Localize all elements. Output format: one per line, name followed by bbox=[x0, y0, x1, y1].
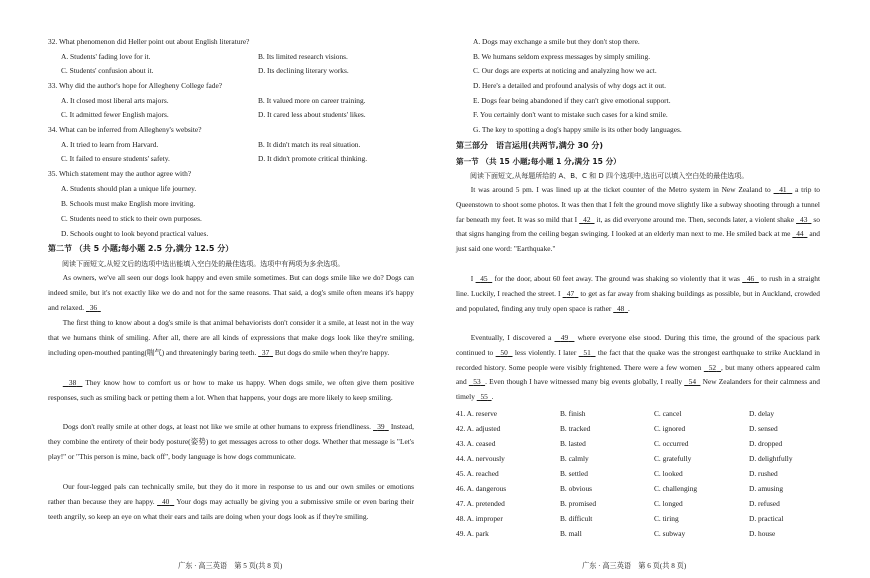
q32-option-c: C. Students' confusion about it. bbox=[61, 66, 154, 75]
answer-option: C. challenging bbox=[654, 484, 698, 493]
passage-paragraph-4: Dogs don't really smile at other dogs, at least not like we smile at other humans to express friendliness. 39 Instead, they combine the entirety of their body posture(姿势) to get messages across to other dogs. Whether that message is "Let's play!" or "This person is mine, back off", body language is how dogs communicate. bbox=[48, 422, 415, 461]
instruction: 阅读下面短文,从短文后的选项中选出能填入空白处的最佳选项。选项中有两项为多余选项。 bbox=[62, 260, 345, 268]
q32-option-a: A. Students' fading love for it. bbox=[61, 52, 151, 61]
passage-option-e: E. Dogs fear being abandoned if they can't give emotional support. bbox=[473, 96, 671, 105]
answer-option: D. delay bbox=[749, 409, 775, 418]
blank-49: 49 bbox=[560, 333, 569, 342]
answer-option: B. mall bbox=[560, 529, 582, 538]
q35-option-b: B. Schools must make English more inviting. bbox=[61, 199, 196, 208]
cloze-paragraph-2: I 45 for the door, about 60 feet away. The ground was shaking so violently that it was 46 to rush in a straight line. Luckily, I reached the street. I 47 to get as far away from shaking buildings as possible, but in Auckland, crowded and populated, finding any truly open space is rather 48 . bbox=[456, 274, 820, 313]
q32-option-b: B. Its limited research visions. bbox=[258, 52, 348, 61]
q35-stem: 35. Which statement may the author agree with? bbox=[48, 169, 192, 178]
instruction: 阅读下面短文,从每题所给的 A、B、C 和 D 四个选项中,选出可以填入空白处的最佳选项。 bbox=[470, 172, 749, 180]
part-title: 第三部分 语言运用(共两节,满分 30 分) bbox=[456, 141, 604, 150]
blank-47: 47 bbox=[566, 288, 575, 298]
blank-40: 40 bbox=[161, 496, 170, 506]
passage-paragraph-2: The first thing to know about a dog's smile is that animal behaviorists don't consider it a smile, at least not in the way that we humans think of smiling. After all, there are all kinds of expressions that make dogs look like they're smiling, including open-mouthed panting(喘气) and threateningly baring teeth. 37 But dogs do smile when they're happy. bbox=[48, 318, 414, 357]
q32-stem: 32. What phenomenon did Heller point out about English literature? bbox=[48, 37, 250, 46]
cloze-paragraph-3: Eventually, I discovered a 49 where everyone else stood. During this time, the ground of the spacious park continued to 50 less violently. I later 51 the fact that the quake was the strongest earthquake to strike Auckland in recorded history. Some people were visibly frightened. There were a few women 52 , but many others appeared calm and 53 . Even though I have witnessed many big events globally, I really 54 New Zealanders for their calmness and timely 55 . bbox=[456, 333, 821, 402]
answer-option: B. tracked bbox=[560, 424, 591, 433]
blank-44: 44 bbox=[796, 229, 804, 239]
q33-stem: 33. Why did the author's hope for Allegheny College fade? bbox=[48, 81, 223, 90]
answer-option: C. tiring bbox=[654, 514, 679, 523]
answer-option: C. gratefully bbox=[654, 454, 692, 463]
blank-42: 42 bbox=[583, 214, 591, 224]
answer-option: 49. A. park bbox=[456, 529, 489, 538]
section-title: 第二节 （共 5 小题;每小题 2.5 分,满分 12.5 分） bbox=[48, 244, 234, 253]
q33-option-a: A. It closed most liberal arts majors. bbox=[61, 96, 169, 105]
passage-option-d: D. Here's a detailed and profound analysis of why dogs act it out. bbox=[473, 81, 667, 90]
answer-option: 43. A. ceased bbox=[456, 439, 496, 448]
blank-51: 51 bbox=[583, 347, 591, 357]
section-title: 第一节 （共 15 小题;每小题 1 分,满分 15 分） bbox=[456, 157, 621, 166]
answer-option: 46. A. dangerous bbox=[456, 484, 507, 493]
answer-option: D. house bbox=[749, 529, 776, 538]
answer-option: D. dropped bbox=[749, 439, 783, 448]
page-footer: 广东 · 高三英语 第 6 页(共 8 页) bbox=[582, 562, 687, 570]
blank-46: 46 bbox=[746, 274, 755, 283]
blank-45: 45 bbox=[480, 274, 488, 283]
blank-52: 52 bbox=[708, 362, 717, 372]
passage-option-f: F. You certainly don't want to mistake such cases for a kind smile. bbox=[473, 110, 668, 119]
passage-option-g: G. The key to spotting a dog's happy smile is its other body languages. bbox=[473, 125, 682, 134]
answer-option: D. rushed bbox=[749, 469, 778, 478]
q34-stem: 34. What can be inferred from Allegheny's website? bbox=[48, 125, 202, 134]
answer-option: C. cancel bbox=[654, 409, 682, 418]
answer-option: 44. A. nervously bbox=[456, 454, 505, 463]
blank-48: 48 bbox=[616, 303, 625, 313]
answer-option: B. difficult bbox=[560, 514, 593, 523]
blank-38: 38 bbox=[68, 378, 77, 387]
answer-option: B. obvious bbox=[560, 484, 593, 493]
answer-option: D. sensed bbox=[749, 424, 778, 433]
blank-53: 53 bbox=[473, 377, 481, 387]
q35-option-a: A. Students should plan a unique life journey. bbox=[61, 184, 197, 193]
answer-option: B. calmly bbox=[560, 454, 589, 463]
passage-option-a: A. Dogs may exchange a smile but they don't stop there. bbox=[473, 37, 640, 46]
cloze-paragraph-1: It was around 5 pm. I was lined up at the ticket counter of the Metro system in New Zealand to 41 a trip to Queenstown to shoot some photos. It was then that I felt the ground move slightly like a subway shooting through a tunnel far beneath my feet. It was so mild that I 42 it, as did everyone around me. Then, seconds later, a violent shake 43 so that signs hanging from the ceiling began swinging. I looked at an elderly man next to me. He smiled back at me 44 and just said one word: "Earthquake." bbox=[456, 185, 820, 254]
answer-option: D. amusing bbox=[749, 484, 784, 493]
q33-option-b: B. It valued more on career training. bbox=[258, 96, 366, 105]
q35-option-c: C. Students need to stick to their own purposes. bbox=[61, 214, 202, 223]
right-page bbox=[456, 0, 828, 578]
answer-option: 48. A. improper bbox=[456, 514, 503, 523]
q34-option-a: A. It tried to learn from Harvard. bbox=[61, 140, 159, 149]
answer-option: 45. A. reached bbox=[456, 469, 499, 478]
answer-option: 42. A. adjusted bbox=[456, 424, 501, 433]
answer-option: C. looked bbox=[654, 469, 683, 478]
answer-option: C. occurred bbox=[654, 439, 689, 448]
answer-option: B. promised bbox=[560, 499, 597, 508]
answer-option: D. practical bbox=[749, 514, 784, 523]
q33-option-d: D. It cared less about students' likes. bbox=[258, 110, 366, 119]
blank-41: 41 bbox=[779, 185, 787, 194]
passage-option-c: C. Our dogs are experts at noticing and analyzing how we act. bbox=[473, 66, 657, 75]
passage-paragraph-3: 38 They know how to comfort us or how to make us happy. When dogs smile, we often give them positive responses, such as smiling back or petting them a lot. When that happens, your dogs are more likely to keep smiling. bbox=[48, 378, 414, 402]
answer-option: B. settled bbox=[560, 469, 588, 478]
left-page bbox=[48, 0, 418, 578]
page-footer: 广东 · 高三英语 第 5 页(共 8 页) bbox=[178, 562, 283, 570]
passage-paragraph-1: As owners, we've all seen our dogs look happy and even smile sometimes. But can dogs smile like we do? Dogs can indeed smile, but it's not exactly like we do and not for the same reasons. That said, a dog's smile often means it's happy and relaxed. 36 bbox=[48, 273, 414, 312]
blank-39: 39 bbox=[377, 422, 385, 431]
blank-37: 37 bbox=[261, 347, 270, 357]
q34-option-c: C. It failed to ensure students' safety. bbox=[61, 154, 170, 163]
q33-option-c: C. It admitted fewer English majors. bbox=[61, 110, 169, 119]
passage-option-b: B. We humans seldom express messages by simply smiling. bbox=[473, 52, 651, 61]
answer-option: C. longed bbox=[654, 499, 683, 508]
answer-option: 41. A. reserve bbox=[456, 409, 498, 418]
answer-option: B. lasted bbox=[560, 439, 586, 448]
blank-55: 55 bbox=[480, 392, 488, 402]
q32-option-d: D. Its declining literary works. bbox=[258, 66, 349, 75]
q34-option-b: B. It didn't match its real situation. bbox=[258, 140, 361, 149]
answer-option: C. ignored bbox=[654, 424, 686, 433]
blank-50: 50 bbox=[500, 347, 508, 357]
blank-43: 43 bbox=[800, 214, 808, 224]
q35-option-d: D. Schools ought to look beyond practical values. bbox=[61, 229, 209, 238]
answer-option: D. delightfully bbox=[749, 454, 793, 463]
answer-option: 47. A. pretended bbox=[456, 499, 505, 508]
blank-54: 54 bbox=[688, 377, 697, 387]
answer-option: C. subway bbox=[654, 529, 686, 538]
q34-option-d: D. It didn't promote critical thinking. bbox=[258, 154, 368, 163]
answer-option: D. refused bbox=[749, 499, 780, 508]
blank-36: 36 bbox=[89, 302, 98, 312]
passage-paragraph-5: Our four-legged pals can technically smile, but they do it more in response to us and our own smiles or emotions rather than because they are happy. 40 Your dogs may actually be giving you a submissive smile or even baring their teeth angrily, so keep an eye on what their ears and tails are doing when your dogs look as if they're smiling. bbox=[48, 482, 415, 521]
answer-option: B. finish bbox=[560, 409, 586, 418]
